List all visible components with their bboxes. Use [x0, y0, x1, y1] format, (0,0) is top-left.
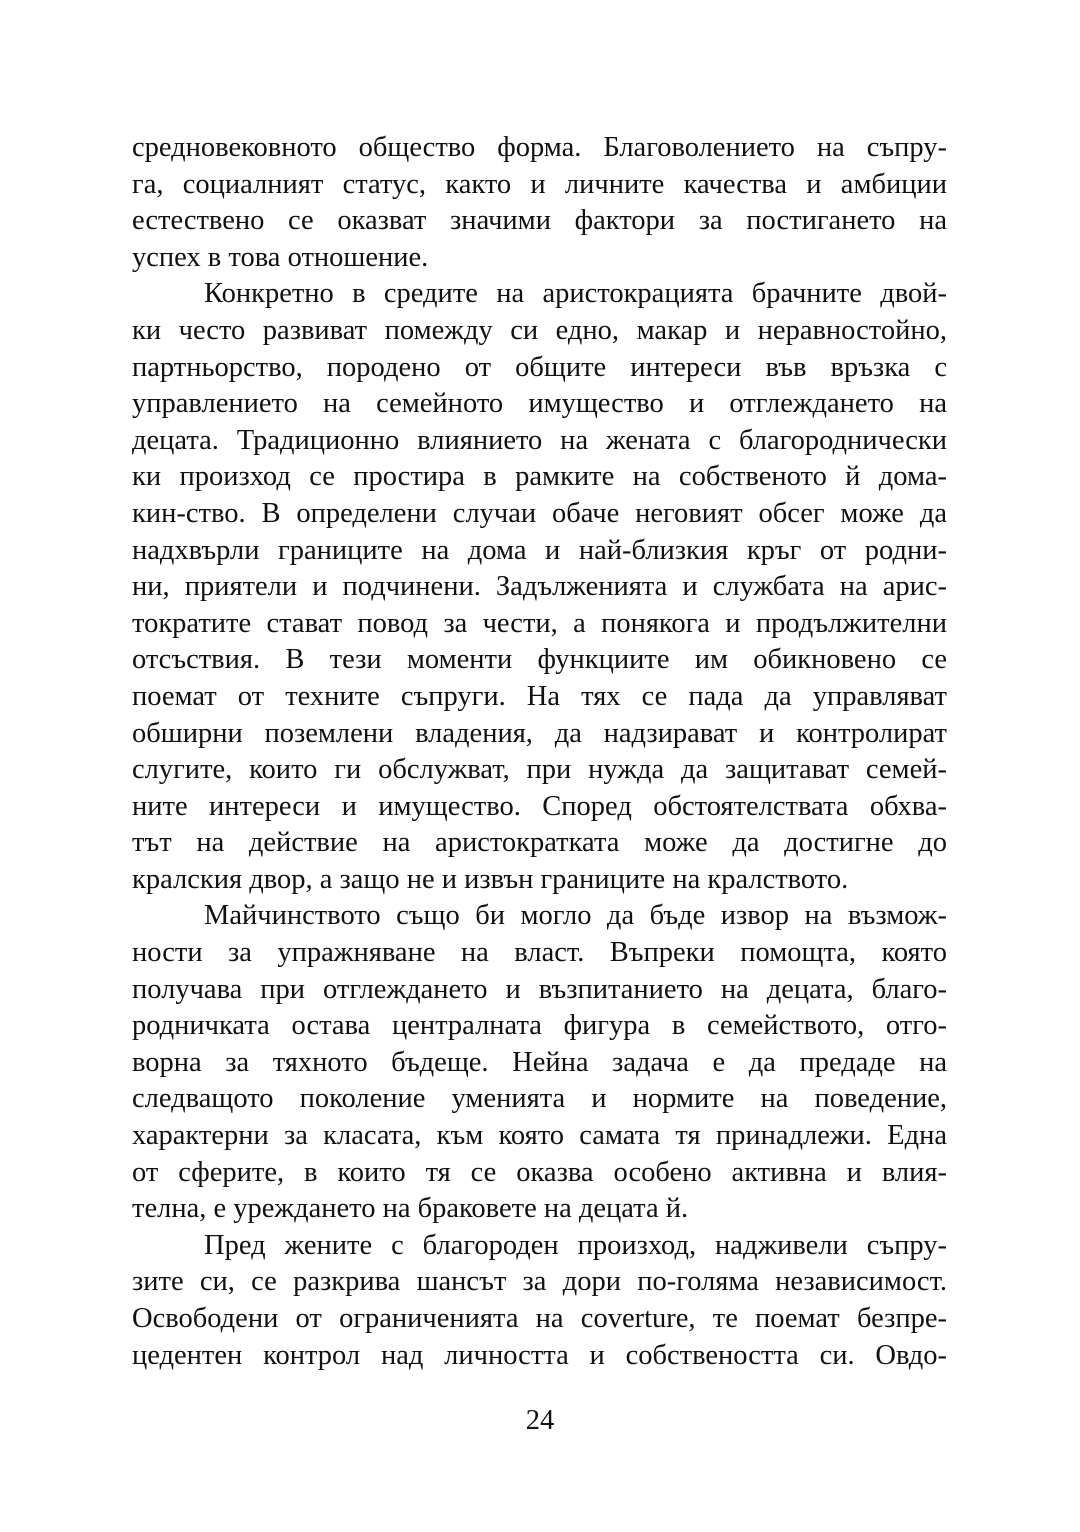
- text-line: тът на действие на аристократката може да достигне до: [132, 827, 947, 859]
- text-line: ности за упражняване на власт. Въпреки помощта, която: [132, 937, 947, 969]
- text-line: слугите, които ги обслужват, при нужда да защитават семей-: [132, 754, 947, 786]
- text-line: зите си, се разкрива шансът за дори по-голяма независимост.: [132, 1266, 947, 1298]
- text-line: кин-ство. В определени случаи обаче неговият обсег може да: [132, 497, 947, 529]
- text-line: ни, приятели и подчинени. Задълженията и службата на арис-: [132, 571, 947, 603]
- text-line: га, социалният статус, както и личните качества и амбиции: [132, 168, 947, 200]
- text-line: поемат от техните съпруги. На тях се пада да управляват: [132, 680, 947, 712]
- text-line: надхвърли границите на дома и най-близкия кръг от родни-: [132, 534, 947, 566]
- text-line: родничката остава централната фигура в семейството, отго-: [132, 1010, 947, 1042]
- text-line: характерни за класата, към която самата тя принадлежи. Една: [132, 1120, 947, 1152]
- text-line: отсъствия. В тези моменти функциите им обикновено се: [132, 644, 947, 676]
- text-line: Конкретно в средите на аристокрацията брачните двой-: [204, 278, 947, 310]
- text-line: децата. Традиционно влиянието на жената с благороднически: [132, 424, 947, 456]
- text-line: цедентен контрол над личността и собствеността си. Овдо-: [132, 1339, 947, 1371]
- text-line: следващото поколение уменията и нормите на поведение,: [132, 1083, 947, 1115]
- text-line: от сферите, в които тя се оказва особено активна и влия-: [132, 1156, 947, 1188]
- text-line: ки произход се простира в рамките на собственото й дома-: [132, 461, 947, 493]
- text-line: тократите стават повод за чести, а понякога и продължителни: [132, 607, 947, 639]
- text-line: управлението на семейното имущество и отглеждането на: [132, 388, 947, 420]
- text-line: обширни поземлени владения, да надзирават и контролират: [132, 717, 947, 749]
- text-line: партньорство, породено от общите интереси във връзка с: [132, 351, 947, 383]
- text-line: кралския двор, а защо не и извън границите на кралството.: [132, 863, 849, 895]
- page-number: 24: [525, 1405, 555, 1436]
- text-line: Майчинството също би могло да бъде извор на възмож-: [204, 900, 947, 932]
- text-line: Пред жените с благороден произход, надживели съпру-: [204, 1229, 947, 1261]
- text-line: естествено се оказват значими фактори за постигането на: [132, 205, 947, 237]
- text-line: ки често развиват помежду си едно, макар и неравностойно,: [132, 314, 947, 346]
- text-line: телна, е уреждането на браковете на децата й.: [132, 1193, 689, 1225]
- text-line: успех в това отношение.: [132, 241, 429, 273]
- text-line: Освободени от ограниченията на coverture, те поемат безпре-: [132, 1303, 947, 1334]
- text-line: ворна за тяхното бъдеще. Нейна задача е да предаде на: [132, 1046, 947, 1078]
- text-line: средновековното общество форма. Благоволението на съпру-: [132, 132, 947, 163]
- body-text: [132, 130, 947, 1374]
- text-line: получава при отглеждането и възпитанието на децата, благо-: [132, 973, 947, 1005]
- text-line: ните интереси и имущество. Според обстоятелствата обхва-: [132, 790, 947, 822]
